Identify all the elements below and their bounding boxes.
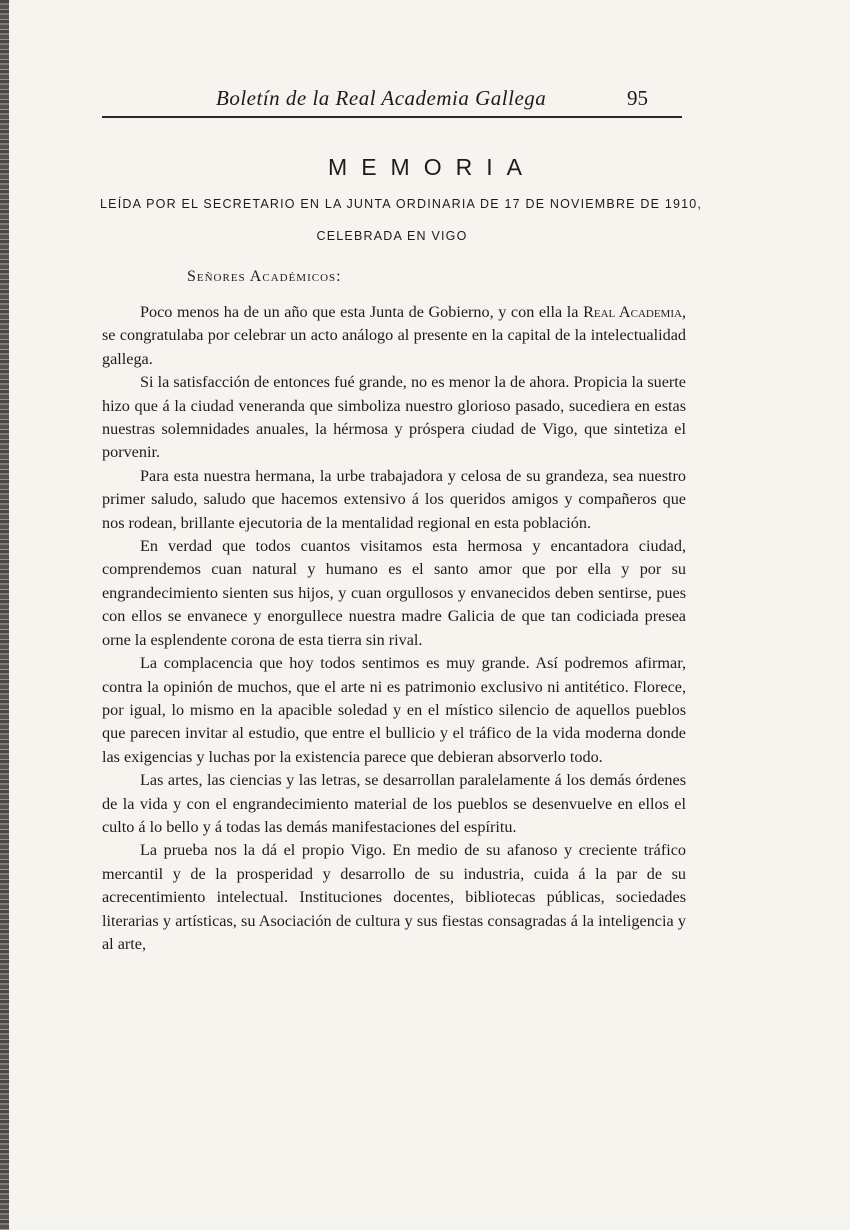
paragraph (102, 301, 686, 371)
running-title: Boletín de la Real Academia Gallega (216, 86, 547, 110)
paragraph-text: , se congratulaba por celebrar un acto análogo al presente en la capital de la intelectualidad gallega. (102, 303, 686, 368)
document-subtitle-line1: LEÍDA POR EL SECRETARIO EN LA JUNTA ORDINARIA DE 17 DE NOVIEMBRE DE 1910, (100, 197, 703, 211)
salutation: Señores Académicos: (187, 268, 342, 285)
page-number: 95 (627, 86, 648, 110)
body-text (102, 301, 686, 956)
paragraph: En verdad que todos cuantos visitamos esta hermosa y encantadora ciudad, comprendemos cuan natural y humano es el santo amor que por ella y por su engrandecimiento sienten sus hijos, y cuan orgullosos y envanecidos deben sentirse, pues con ellos se envanece y enorgullece nuestra madre Galicia de que tan codiciada presea orne la esplendente corona de esta tierra sin rival. (102, 537, 686, 649)
paragraph: La prueba nos la dá el propio Vigo. En medio de su afanoso y creciente tráfico mercantil y de la prosperidad y desarrollo de su industria, cuida á la par de su acrecentimiento intelectual. Instituciones docentes, bibliotecas públicas, sociedades literarias y artísticas, su Asociación de cultura y sus fiestas consagradas á la inteligencia y al arte, (102, 841, 686, 953)
paragraph: La complacencia que hoy todos sentimos es muy grande. Así podremos afirmar, contra la opinión de muchos, que el arte ni es patrimonio exclusivo ni antitético. Florece, por igual, lo mismo en la apacible soledad y en el místico silencio de aquellos pueblos que parecen invitar al estudio, que entre el bullicio y el tráfico de la vida moderna donde las exigencias y luchas por la existencia parece que debieran absorverlo todo. (102, 654, 686, 766)
running-header (102, 86, 682, 118)
paragraph: Si la satisfacción de entonces fué grande, no es menor la de ahora. Propicia la suerte hizo que á la ciudad veneranda que simboliza nuestro glorioso pasado, sucediera en estas nuestras solemnidades anuales, la hérmosa y próspera ciudad de Vigo, que sintetiza el porvenir. (102, 373, 686, 462)
document-subtitle-line2: CELEBRADA EN VIGO (316, 229, 468, 243)
paragraph: Para esta nuestra hermana, la urbe trabajadora y celosa de su grandeza, sea nuestro primer saludo, saludo que hacemos extensivo á los queridos amigos y compañeros que nos rodean, brillante ejecutoria de la mentalidad regional en esta población. (102, 466, 686, 532)
document-title: MEMORIA (328, 154, 536, 180)
binding-edge (0, 0, 9, 1230)
header-rule (102, 116, 682, 118)
paragraph-text: Poco menos ha de un año que esta Junta de Gobierno, y con ella la (140, 303, 584, 321)
paragraph: Las artes, las ciencias y las letras, se desarrollan paralelamente á los demás órdenes de la vida y con el engrandecimiento material de los pueblos se desenvuelve en ellos el culto á lo bello y á todas las demás manifestaciones del espíritu. (102, 771, 686, 836)
paragraph-smallcaps: Real Academia (583, 303, 682, 321)
